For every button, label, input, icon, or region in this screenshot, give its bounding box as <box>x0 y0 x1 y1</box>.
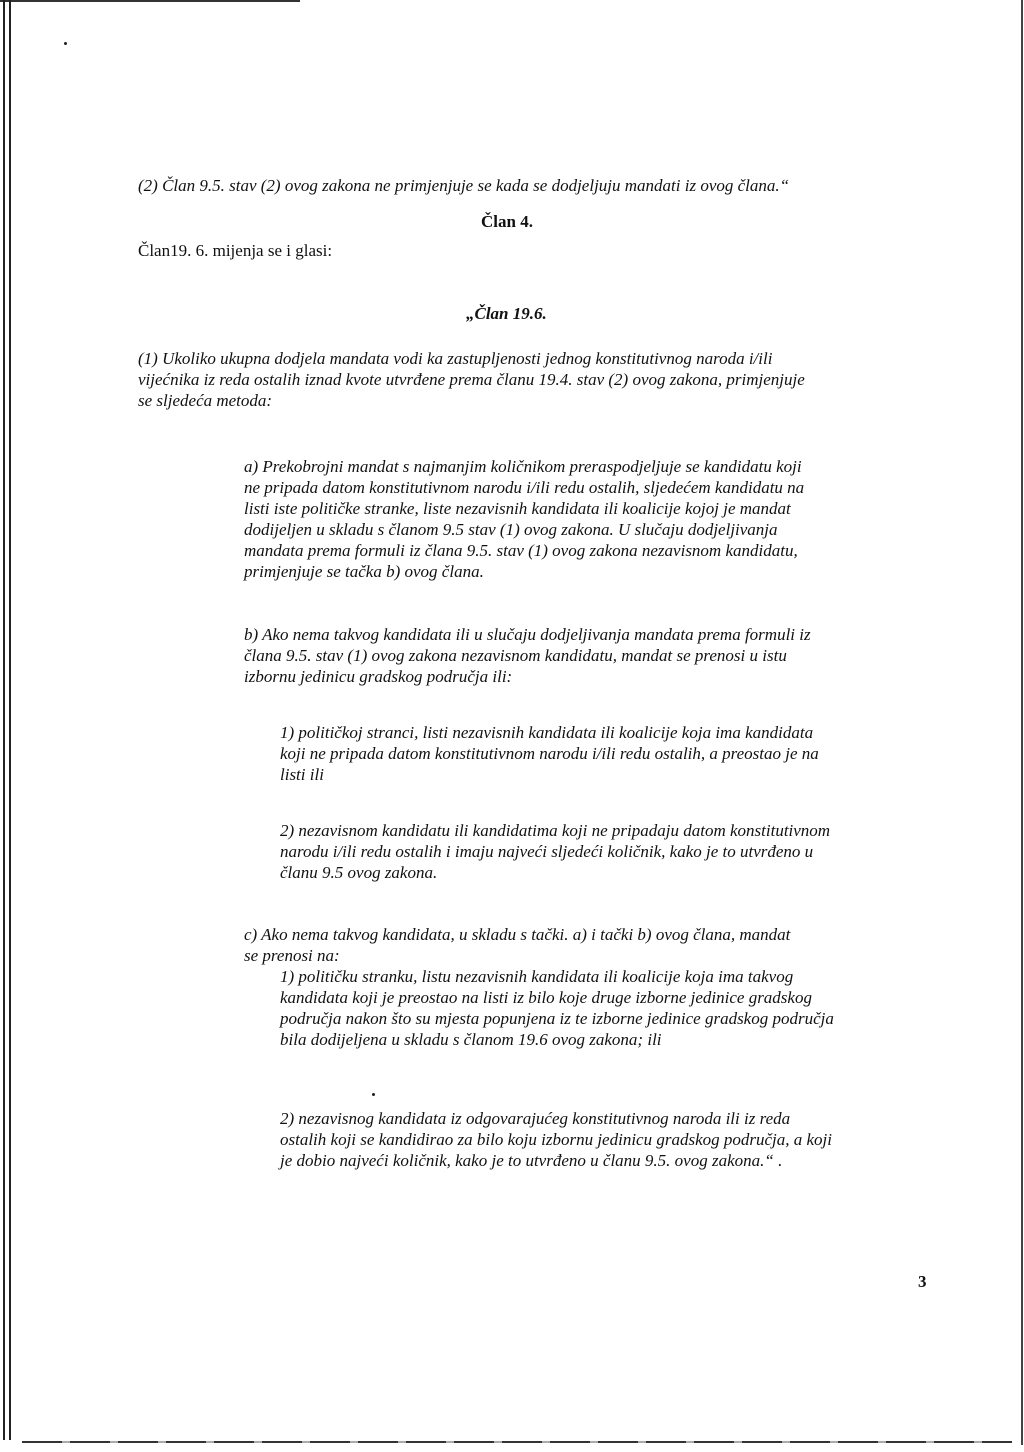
article-heading: Član 4. <box>481 212 533 231</box>
page-number: 3 <box>918 1272 927 1291</box>
amendment-intro: Član19. 6. mijenja se i glasi: <box>138 241 333 260</box>
closing-paragraph-2: (2) Član 9.5. stav (2) ovog zakona ne primjenjuje se kada se dodjeljuju mandati iz ovog člana.“ <box>138 176 790 195</box>
item-b-1: 1) političkoj stranci, listi nezavisnih kandidata ili koalicije koja ima kandidata koji ne pripada datom konstitutivnom narodu i/ili redu ostalih, a preostao je na listi ili <box>280 723 819 784</box>
scan-speck <box>372 1093 375 1096</box>
item-b: b) Ako nema takvog kandidata ili u slučaju dodjeljivanja mandata prema formuli iz člana 9.5. stav (1) ovog zakona nezavisnom kandidatu, mandat se prenosi u istu izbornu jedinicu gradskog područja ili: <box>244 625 811 686</box>
new-article-heading: „Član 19.6. <box>466 304 547 323</box>
item-c-1: 1) političku stranku, listu nezavisnih kandidata ili koalicije koja ima takvog kandidata koji je preostao na listi iz bilo koje druge izborne jedinice gradskog područja nakon što su mjesta popunjena iz te izborne jedinice gradskog područja bila dodijeljena u skladu s članom 19.6 ovog zakona; ili <box>280 967 834 1049</box>
scan-border-right <box>1021 0 1023 1445</box>
scan-speck <box>64 42 67 45</box>
scan-border-bottom <box>22 1441 1012 1443</box>
item-c-2: 2) nezavisnog kandidata iz odgovarajućeg konstitutivnog naroda ili iz reda ostalih koji se kandidirao za bilo koju izbornu jedinicu gradskog područja, a koji je dobio najveći količnik, kako je to utvrđeno u članu 9.5. ovog zakona.“ . <box>280 1109 832 1170</box>
scan-border-top <box>0 0 300 2</box>
paragraph-1: (1) Ukoliko ukupna dodjela mandata vodi ka zastupljenosti jednog konstitutivnog naroda i/ili vijećnika iz reda ostalih iznad kvote utvrđene prema članu 19.4. stav (2) ovog zakona, primjenjuje se sljedeća metoda: <box>138 349 805 410</box>
item-a: a) Prekobrojni mandat s najmanjim količnikom preraspodjeljuje se kandidatu koji ne pripada datom konstitutivnom narodu i/ili redu ostalih, sljedećem kandidatu na listi iste političke stranke, liste nezavisnih kandidata ili koalicije kojoj je mandat dodijeljen u skladu s članom 9.5 stav (1) ovog zakona. U slučaju dodjeljivanja mandata prema formuli iz člana 9.5. stav (1) ovog zakona nezavisnom kandidatu, primjenjuje se tačka b) ovog člana. <box>244 457 805 581</box>
scan-border-left <box>3 0 5 1440</box>
item-c: c) Ako nema takvog kandidata, u skladu s tački. a) i tački b) ovog člana, mandat se prenosi na: <box>244 925 791 965</box>
item-b-2: 2) nezavisnom kandidatu ili kandidatima koji ne pripadaju datom konstitutivnom narodu i/ili redu ostalih i imaju najveći sljedeći količnik, kako je to utvrđeno u članu 9.5 ovog zakona. <box>280 821 831 882</box>
scan-border-left-inner <box>9 0 11 1440</box>
